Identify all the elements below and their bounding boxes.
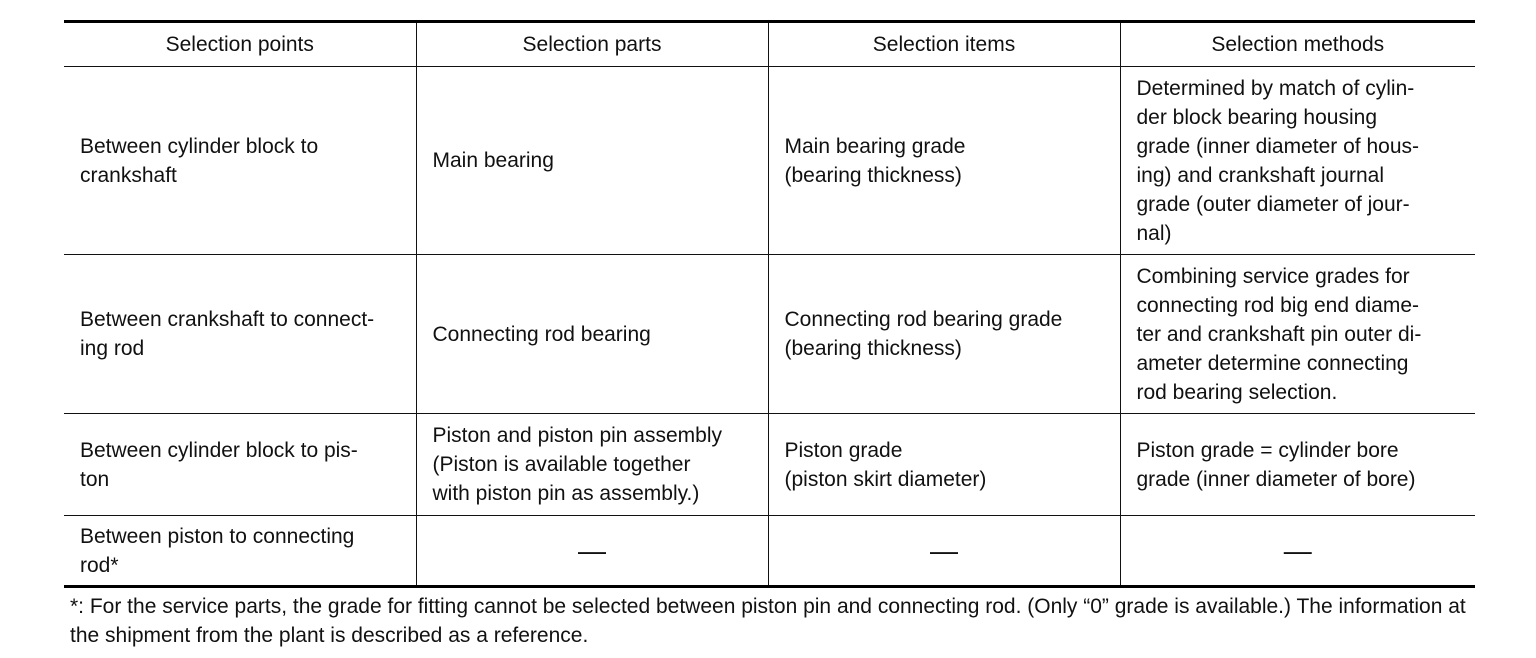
table-row bbox=[64, 516, 1475, 587]
header-selection-parts: Selection parts bbox=[416, 22, 768, 67]
table-row bbox=[64, 414, 1475, 516]
table-row bbox=[64, 67, 1475, 255]
empty-dash-cell: — bbox=[768, 516, 1120, 587]
selection-method-cell: Piston grade = cylinder bore grade (inner diameter of bore) bbox=[1120, 414, 1475, 516]
table-header-row bbox=[64, 22, 1475, 67]
empty-dash-cell: — bbox=[1120, 516, 1475, 587]
selection-item-cell: Main bearing grade (bearing thickness) bbox=[768, 67, 1120, 255]
footnote: *: For the service parts, the grade for fitting cannot be selected between piston pin and connecting rod. (Only “0” grade is available.) The information at the shipment from the plant is described as a reference. bbox=[70, 595, 1466, 647]
selection-table bbox=[64, 20, 1475, 588]
table-row bbox=[64, 255, 1475, 414]
selection-method-cell: Determined by match of cylin- der block bearing housing grade (inner diameter of hous- ing) and crankshaft journal grade (outer diameter of jour- nal) bbox=[1120, 67, 1475, 255]
header-selection-points: Selection points bbox=[64, 22, 416, 67]
selection-point-cell: Between cylinder block to pis- ton bbox=[64, 414, 416, 516]
selection-item-cell: Piston grade (piston skirt diameter) bbox=[768, 414, 1120, 516]
selection-item-cell: Connecting rod bearing grade (bearing thickness) bbox=[768, 255, 1120, 414]
selection-part-cell: Main bearing bbox=[416, 67, 768, 255]
header-selection-items: Selection items bbox=[768, 22, 1120, 67]
empty-dash-cell: — bbox=[416, 516, 768, 587]
selection-part-cell: Piston and piston pin assembly (Piston is available together with piston pin as assembly.) bbox=[416, 414, 768, 516]
selection-method-cell: Combining service grades for connecting rod big end diame- ter and crankshaft pin outer di- ameter determine connecting rod bearing selection. bbox=[1120, 255, 1475, 414]
selection-part-cell: Connecting rod bearing bbox=[416, 255, 768, 414]
selection-point-cell: Between cylinder block to crankshaft bbox=[64, 67, 416, 255]
selection-point-cell: Between crankshaft to connect- ing rod bbox=[64, 255, 416, 414]
selection-point-cell: Between piston to connecting rod* bbox=[64, 516, 416, 587]
header-selection-methods: Selection methods bbox=[1120, 22, 1475, 67]
